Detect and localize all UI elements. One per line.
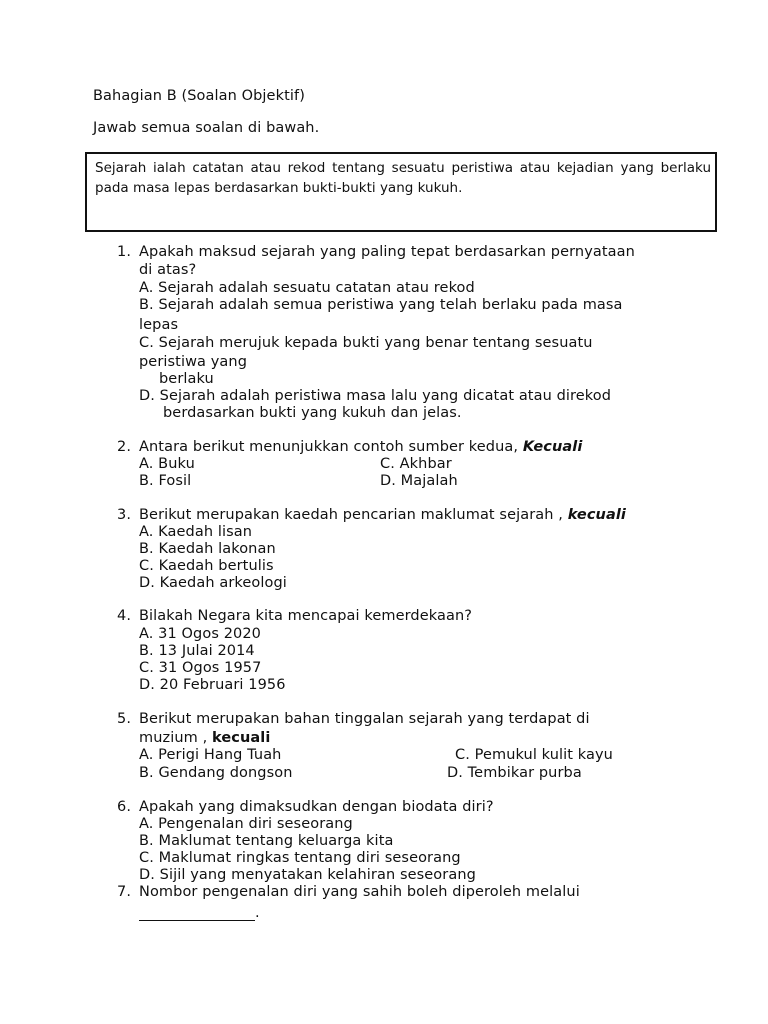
option-c: C. Maklumat ringkas tentang diri seseorang [139, 850, 461, 866]
option-a: A. Kaedah lisan [139, 524, 253, 540]
stem-emphasis: kecuali [212, 730, 271, 746]
answer-blank [139, 906, 255, 921]
question-number: 5. [117, 711, 132, 727]
option-d: D. Kaedah arkeologi [139, 575, 287, 591]
option-b-cont: lepas [139, 317, 179, 333]
option-a: A. Buku [139, 456, 195, 472]
question-stem: Apakah maksud sejarah yang paling tepat berdasarkan pernyataan [139, 244, 635, 260]
option-b: B. Kaedah lakonan [139, 541, 276, 557]
option-c-cont2: berlaku [159, 371, 214, 387]
stem-text: Antara berikut menunjukkan contoh sumber kedua, [139, 439, 519, 455]
answer-blank-line [139, 905, 260, 921]
option-c-cont: peristiwa yang [139, 354, 247, 370]
option-c: C. Pemukul kulit kayu [455, 747, 613, 763]
question-number: 1. [117, 244, 132, 260]
option-b: B. Maklumat tentang keluarga kita [139, 833, 394, 849]
stem-emphasis: Kecuali [522, 439, 583, 455]
option-a: A. 31 Ogos 2020 [139, 626, 261, 642]
question-number: 7. [117, 884, 132, 900]
question-stem: Apakah yang dimaksudkan dengan biodata diri? [139, 799, 494, 815]
option-c: C. 31 Ogos 1957 [139, 660, 262, 676]
option-d: D. Majalah [380, 473, 458, 489]
question-number: 4. [117, 608, 132, 624]
option-b: B. Fosil [139, 473, 192, 489]
stem-text: Berikut merupakan kaedah pencarian maklumat sejarah , [139, 507, 563, 523]
instruction-text: Jawab semua soalan di bawah. [93, 120, 320, 136]
option-b: B. Gendang dongson [139, 765, 293, 781]
question-stem: Berikut merupakan bahan tinggalan sejarah yang terdapat di [139, 711, 590, 727]
question-stem [139, 439, 582, 455]
option-c: C. Sejarah merujuk kepada bukti yang benar tentang sesuatu [139, 335, 593, 351]
question-stem [139, 507, 626, 523]
option-d: D. Sejarah adalah peristiwa masa lalu yang dicatat atau direkod [139, 388, 612, 404]
option-d: D. Sijil yang menyatakan kelahiran seseorang [139, 867, 476, 883]
stem-text: muzium , [139, 730, 208, 746]
option-a: A. Pengenalan diri seseorang [139, 816, 353, 832]
passage-text: Sejarah ialah catatan atau rekod tentang sesuatu peristiwa atau kejadian yang berlaku pada masa lepas berdasarkan bukti-bukti yang kukuh. [95, 160, 711, 196]
option-c: C. Kaedah bertulis [139, 558, 274, 574]
option-a: A. Perigi Hang Tuah [139, 747, 282, 763]
question-number: 2. [117, 439, 132, 455]
question-number: 3. [117, 507, 132, 523]
option-b: B. 13 Julai 2014 [139, 643, 255, 659]
question-stem-cont: di atas? [139, 262, 197, 278]
option-d: D. Tembikar purba [447, 765, 582, 781]
question-stem: Nombor pengenalan diri yang sahih boleh diperoleh melalui [139, 884, 580, 900]
stem-emphasis: kecuali [567, 507, 626, 523]
option-c: C. Akhbar [380, 456, 452, 472]
question-number: 6. [117, 799, 132, 815]
option-d: D. 20 Februari 1956 [139, 677, 286, 693]
section-title: Bahagian B (Soalan Objektif) [93, 88, 305, 104]
option-b: B. Sejarah adalah semua peristiwa yang telah berlaku pada masa [139, 297, 623, 313]
option-a: A. Sejarah adalah sesuatu catatan atau rekod [139, 280, 475, 296]
option-d-cont: berdasarkan bukti yang kukuh dan jelas. [163, 405, 462, 421]
blank-end: . [255, 905, 260, 921]
question-stem-cont [139, 730, 270, 746]
question-stem: Bilakah Negara kita mencapai kemerdekaan? [139, 608, 473, 624]
